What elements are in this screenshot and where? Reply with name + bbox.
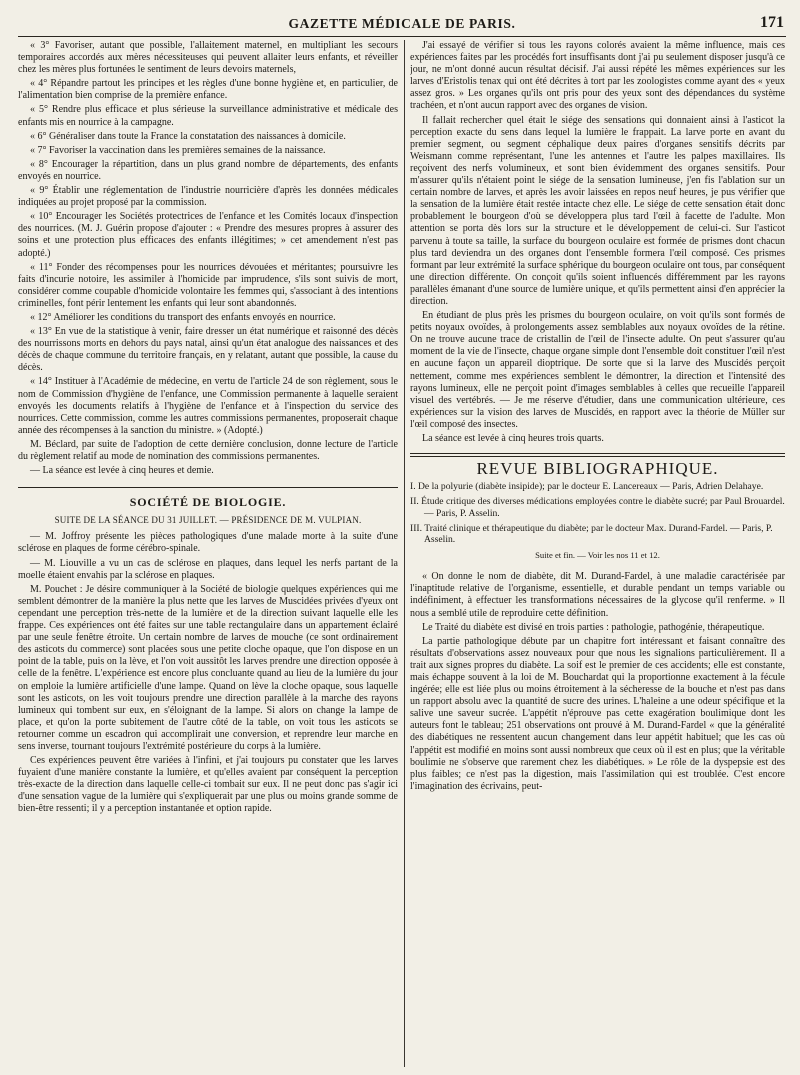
paragraph: Ces expériences peuvent être variées à l'infini, et j'ai toujours pu constater que les larves fuyaient d'une manière constante la lumière, et qu'elles avaient par conséquent la perception très-exacte de la direction dans laquelle celle-ci tombait sur eux. Il ne peut donc pas s'agir ici d'une sensation vague de la lumière qui s'expliquerait par une plus ou moins grande somme de bien-être ressenti; il y a perception instantanée et option rapide. [18, 755, 398, 815]
right-column [410, 40, 785, 1069]
paragraph: « 9° Établir une réglementation de l'industrie nourricière d'après les données médicales indiquées au projet proposé par la commission. [18, 185, 398, 209]
paragraph: M. Béclard, par suite de l'adoption de cette dernière conclusion, donne lecture de l'article du règlement relatif au mode de nomination des commissions permanentes. [18, 438, 398, 462]
revue-title: REVUE BIBLIOGRAPHIQUE. [476, 459, 719, 479]
paragraph: Il fallait rechercher quel était le siége des sensations qui donnaient ainsi à l'asticot la perception exacte du sens dans lequel la lumière le frappait. La larve porte en avant du premier segment, ou segment céphalique deux paires d'organes sensitifs décrits par Weismann comme représentant, l'une les antennes et l'autre les palpes maxillaires. Ils reçoivent des nerfs volumineux, et sont bien évidemment des organes sensitifs. Pour m'assurer qu'ils n'étaient point le siége de la sensation lumineuse, j'en fis l'ablation sur un certain nombre de larves, et après les avoir laissées en repos neuf heures, je pus vérifier que la sensation de la lumière était restée intacte chez elle. Le siége de cette sensation était donc probablement le bourgeon d'où se développera plus tard l'œil à facette de l'adulte. Mon attention se porta dès lors sur la structure et le développement de celui-ci. Sur l'asticot parvenu à toute sa taille, la surface du bourgeon oculaire est formée de prismes dont chacun plus tard deviendra un des organes dont l'ensemble formera l'œil composé. Ces prismes formant par leur extrémité la surface sphérique du bourgeon oculaire ont tous, par conséquent une direction différente. On conçoit qu'ils soient influencés différemment par les rayons parallèles émanant d'une source de lumière unique, et qu'ils permettent ainsi d'en apprécier la direction. [410, 114, 785, 307]
paragraph: « 3° Favoriser, autant que possible, l'allaitement maternel, en multipliant les secours temporaires accordés aux mères nécessiteuses qui peuvent allaiter leurs enfants, et réveiller chez les mères plus fortunées le sentiment de leurs devoirs maternels, [18, 40, 398, 76]
section-subtitle: SUITE DE LA SÉANCE DU 31 JUILLET. — PRÉSIDENCE DE M. VULPIAN. [54, 515, 362, 526]
paragraph: « 13° En vue de la statistique à venir, faire dresser un état numérique et raisonné des décès des nourrissons morts en dehors du pays natal, ainsi qu'un état analogue des naissances et des décès de chaque commune du territoire français, en y relatant, autant que possible, la cause du décès. [18, 326, 398, 374]
journal-title: GAZETTE MÉDICALE DE PARIS. [288, 16, 516, 31]
paragraph: — M. Liouville a vu un cas de sclérose en plaques, dans lequel les nerfs partant de la moelle étaient envahis par la sclérose en plaques. [18, 557, 398, 581]
bibliography-entry: II. Étude critique des diverses médications employées contre le diabète sucré; par Paul Brouardel. — Paris, P. Asselin. [410, 495, 785, 519]
bibliography-entry: I. De la polyurie (diabète insipide); par le docteur E. Lancereaux — Paris, Adrien Delahaye. [410, 481, 764, 493]
paragraph: « 6° Généraliser dans toute la France la constatation des naissances à domicile. [30, 130, 346, 142]
paragraph: M. Pouchet : Je désire communiquer à la Société de biologie quelques expériences qui me semblent démontrer de la manière la plus nette que les larves de Muscidées privées d'yeux ont cependant une perception très-nette de la lumière et de la direction suivant laquelle elle les frappe. Ces expériences ont été faites sur une table rectangulaire dans un appartement éclairé par une seule fenêtre étroite. Un certain nombre de larves de mouche (ce sont ordinairement des asticots du commerce) sont placées sous une petite cloche opaque, que l'on dispose en un point de la table, puis on la lève, et l'on voit aussitôt les larves prendre une direction opposée à celle de la fenêtre. L'expérience est encore plus concluante quand au lieu de la lumière du jour on emploie la lumière artificielle d'une lampe. Quand on lève la cloche opaque, sous laquelle sont les asticots, on les voit toujours prendre une direction parallèle à la marche des rayons lumineux qui tombent sur eux, en s'éloignant de la lampe. Si alors on change la lampe de place, et qu'on la porte subitement de l'autre côté de la table, on voit tous les asticots se retourner comme un escadron qui accomplirait une conversion, et reprendre leur marche en sens inverse, tournant toujours l'extrémité postérieure du corps à la lumière. [18, 583, 398, 752]
paragraph: « On donne le nom de diabète, dit M. Durand-Fardel, à une maladie caractérisée par l'inaptitude relative de l'organisme, essentielle, et durable pendant un temps variable ou indéfiniment, à effectuer les transformations nécessaires de la glycose qu'il renferme. » Il nous a semblé utile de reproduire cette définition. [410, 571, 785, 619]
paragraph: La séance est levée à cinq heures trois quarts. [422, 433, 604, 444]
section-title: SOCIÉTÉ DE BIOLOGIE. [129, 495, 287, 510]
paragraph: « 11° Fonder des récompenses pour les nourrices dévouées et méritantes; poursuivre les faits d'incurie notoire, les assimiler à l'homicide par imprudence, s'ils sont suivis de mort, considérer comme coupable d'homicide volontaire les femmes qui, s'associant à des intentions criminelles, font périr lentement les enfants qui leur sont abandonnés. [18, 261, 398, 309]
paragraph: Le Traité du diabète est divisé en trois parties : pathologie, pathogénie, thérapeutique. [422, 621, 765, 633]
paragraph: La partie pathologique débute par un chapitre fort intéressant et faisant connaître des résultats d'observations assez nouveaux pour que nous les signalions particulièrement. Il a trait aux signes propres du diabète. La soif est le premier de ces accidents; elle est constante, mais échappe souvent à la loi de M. Bouchardat qui la proportionne exactement à la fécule ingérée; elle est liée plus ou moins étroitement à la sécheresse de la bouche et n'est pas dans un rapport absolu avec la quantité de sucre des urines. L'haleine a une odeur spécifique et la salive une saveur sucrée. L'appétit n'éprouve pas cette exagération boulimique dont les auteurs font le tableau; 251 observations ont prouvé à M. Durand-Fardel « que la généralité des diabétiques ne ressentent aucun changement dans leur appétit habituel; que les cas où l'appétit est modifié en moins sont aussi nombreux que ceux où il est en plus; que la véritable boulimie ne s'observe que rarement chez les diabétiques. » Le rôle de la dyspepsie est des plus faibles; ce n'est pas la digestion, mais l'assimilation qui est troublée. C'est encore l'imagination des écrivains, peut- [410, 635, 785, 792]
suite-note: Suite et fin. — Voir les nos 11 et 12. [535, 550, 660, 561]
paragraph: « 10° Encourager les Sociétés protectrices de l'enfance et les Comités locaux d'inspection des nourrices. (M. J. Guérin propose d'ajouter : « Prendre des mesures propres à assurer des soins et une protection plus efficaces des enfants illégitimes; » cet amendement n'est pas adopté.) [18, 211, 398, 259]
paragraph: — La séance est levée à cinq heures et demie. [30, 465, 214, 477]
section-divider [18, 487, 398, 488]
left-column [18, 40, 398, 1069]
column-divider [404, 40, 405, 1067]
section-double-rule [410, 453, 785, 457]
paragraph: J'ai essayé de vérifier si tous les rayons colorés avaient la même influence, mais ces expériences faites par les procédés fort insuffisants dont j'ai pu seulement disposer jusqu'à ce jour, ne m'ont donné aucun résultat décisif. J'ai aussi répété les mêmes expériences sur les larves d'Eristolis tenax qui ont été décrites à tort par les zoologistes comme ayant des « yeux assez gros. » Les organes qu'ils ont pris pour des yeux sont des dépendances du système trachéen, et n'ont aucun rapport avec des organes de vision. [410, 40, 785, 112]
page-number: 171 [760, 14, 784, 31]
paragraph: « 8° Encourager la répartition, dans un plus grand nombre de départements, des enfants envoyés en nourrice. [18, 158, 398, 182]
paragraph: « 7° Favoriser la vaccination dans les premières semaines de la naissance. [30, 144, 326, 156]
paragraph: « 14° Instituer à l'Académie de médecine, en vertu de l'article 24 de son règlement, sous le nom de Commission d'hygiène de l'enfance, une Commission permanente à laquelle seraient envoyés les documents relatifs à l'hygiène de l'enfance et à l'inspection du service des nourrices. Cette commission, comme les autres commissions permanentes, proposerait chaque année des récompenses à la sanction du ministre. » (Adopté.) [18, 376, 398, 436]
paragraph: « 12° Améliorer les conditions du transport des enfants envoyés en nourrice. [30, 311, 336, 323]
paragraph: « 5° Rendre plus efficace et plus sérieuse la surveillance administrative et médicale des enfants mis en nourrice à la campagne. [18, 104, 398, 128]
bibliography-entry: III. Traité clinique et thérapeutique du diabète; par le docteur Max. Durand-Fardel. — Paris, P. Asselin. [410, 522, 773, 546]
paragraph: — M. Joffroy présente les pièces pathologiques d'une malade morte à la suite d'une sclérose en plaques de forme cérébro-spinale. [18, 531, 398, 555]
paragraph: « 4° Répandre partout les principes et les règles d'une bonne hygiène et, en particulier, de l'alimentation bien comprise de la première enfance. [18, 78, 398, 102]
paragraph: En étudiant de plus près les prismes du bourgeon oculaire, on voit qu'ils sont formés de petits noyaux ovoïdes, à prolongements assez semblables aux noyaux ovoïdes de la rétine. On ne trouve aucune trace de cristallin de l'œil de l'insecte adulte. On peut s'assurer qu'au moment de la vie de l'insecte, chaque organe simple dont l'ensemble doit constituer l'œil n'est en aucune façon un appareil dioptrique. De sorte que si la larve des Muscidés perçoit nettement, comme mes expériences semblent le démontrer, la direction et l'intensité des rayons lumineux, elle ne perçoit point d'images semblables à celles que recueille l'appareil visuel des vertébrés. — Je me réserve d'étudier, dans une communication ultérieure, ces expériences sur la vision des larves de Muscidés, en rapport avec la théorie de Müller sur l'œil composé des insectes. [410, 310, 785, 430]
page-header [18, 10, 786, 37]
